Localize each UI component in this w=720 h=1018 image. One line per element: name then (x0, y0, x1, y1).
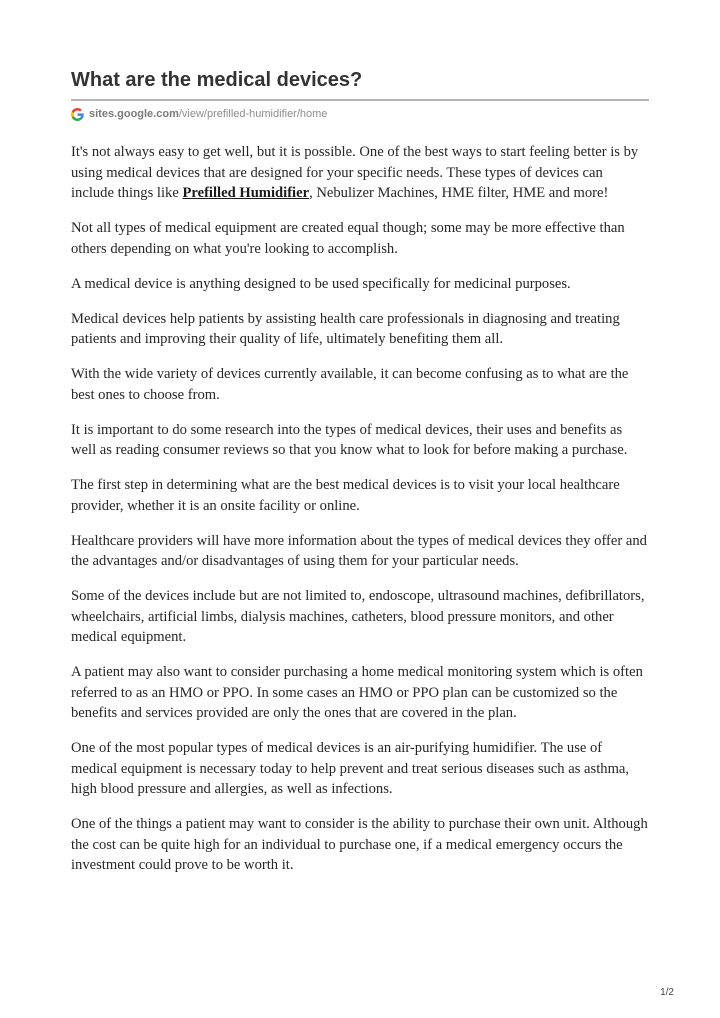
source-domain[interactable]: sites.google.com (89, 108, 179, 120)
paragraph-10: A patient may also want to consider purchasing a home medical monitoring system which is often referred to as an HMO or PPO. In some cases an HMO or PPO plan can be customized so the benefits and services provided are only the ones that are covered in the plan. (71, 664, 643, 721)
paragraph-9: Some of the devices include but are not limited to, endoscope, ultrasound machines, defibrillators, wheelchairs, artificial limbs, dialysis machines, catheters, blood pressure monitors, and other medical equipment. (71, 588, 645, 645)
paragraph-2: Not all types of medical equipment are created equal though; some may be more effective than others depending on what you're looking to accomplish. (71, 220, 625, 257)
paragraph-1 (71, 142, 649, 204)
title-divider (71, 99, 649, 101)
paragraph-1-end: , Nebulizer Machines, HME filter, HME and more! (309, 185, 609, 201)
paragraph-7: The first step in determining what are the best medical devices is to visit your local healthcare provider, whether it is an onsite facility or online. (71, 477, 620, 514)
paragraph-1-start: It's not always easy to get well, but it is possible. One of the best ways to start feeling better is by using medical devices that are designed for your specific needs. These types of devices can include things like (71, 144, 639, 201)
paragraph-8: Healthcare providers will have more information about the types of medical devices they offer and the advantages and/or disadvantages of using them for your particular needs. (71, 532, 647, 569)
paragraph-6: It is important to do some research into the types of medical devices, their uses and benefits as well as reading consumer reviews so that you know what to look for before making a purchase. (71, 421, 628, 458)
article-body (71, 142, 649, 890)
page-title: What are the medical devices? (71, 69, 363, 91)
source-line[interactable] (71, 106, 327, 122)
paragraph-12: One of the things a patient may want to consider is the ability to purchase their own unit. Although the cost can be quite high for an individual to purchase one, if a medical emergency occurs the investment could prove to be worth it. (71, 816, 648, 873)
paragraph-4: Medical devices help patients by assisting health care professionals in diagnosing and treating patients and improving their quality of life, ultimately benefiting them all. (71, 310, 620, 347)
paragraph-3: A medical device is anything designed to be used specifically for medicinal purposes. (71, 275, 571, 292)
google-g-icon (71, 108, 84, 121)
prefilled-humidifier-link[interactable]: Prefilled Humidifier (182, 185, 310, 201)
page-number: 1/2 (660, 987, 674, 998)
paragraph-11: One of the most popular types of medical devices is an air-purifying humidifier. The use of medical equipment is necessary today to help prevent and treat serious diseases such as asthma, high blood pressure and allergies, as well as infections. (71, 740, 630, 797)
source-path[interactable]: /view/prefilled-humidifier/home (178, 108, 328, 120)
paragraph-5: With the wide variety of devices currently available, it can become confusing as to what are the best ones to choose from. (71, 366, 629, 403)
